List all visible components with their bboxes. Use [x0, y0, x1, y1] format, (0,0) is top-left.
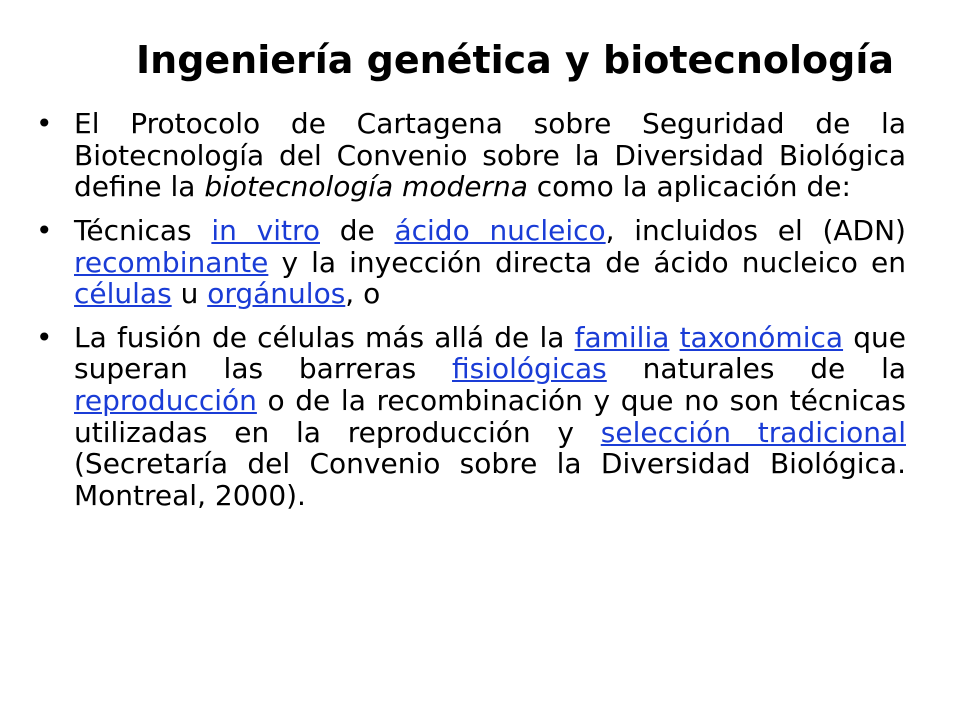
bullet-text: (Secretaría del Convenio sobre la Diversidad Biológica. Montreal, 2000).	[74, 447, 906, 512]
bullet-text: de	[320, 213, 395, 247]
bullet-text: y la inyección directa de ácido nucleico en	[268, 245, 906, 279]
bullet-dot-icon: •	[36, 107, 53, 140]
link-reproduccion[interactable]: reproducción	[74, 384, 257, 417]
bullet-text: o de la recombinación y que no son técnicas utilizadas en la reproducción y	[74, 384, 906, 449]
bullet-item	[36, 215, 906, 310]
bullet-dot-icon: •	[36, 320, 53, 354]
bullet-text: La fusión de células más allá de la	[74, 320, 575, 354]
emphasis-text: biotecnología moderna	[204, 170, 528, 204]
link-recombinante[interactable]: recombinante	[74, 245, 269, 279]
bullet-text: El Protocolo de Cartagena sobre Seguridad de la Biotecnología del Convenio sobre la Diversidad Biológica define la	[74, 107, 906, 204]
bullet-dot-icon: •	[36, 213, 53, 247]
bullet-text: Técnicas	[74, 213, 212, 247]
link-celulas[interactable]: células	[74, 277, 172, 311]
link-fisiologicas[interactable]: fisiológicas	[452, 352, 607, 386]
bullet-text	[669, 321, 679, 354]
link-familia[interactable]: familia	[574, 320, 670, 354]
link-acido-nucleico[interactable]: ácido nucleico	[394, 213, 606, 247]
slide-body	[36, 108, 906, 524]
link-organulos[interactable]: orgánulos	[207, 277, 346, 311]
bullet-text: que superan las barreras	[74, 320, 906, 386]
link-taxonomica[interactable]: taxonómica	[679, 320, 844, 354]
bullet-item	[36, 322, 906, 512]
bullet-text: , incluidos el (ADN)	[605, 213, 906, 247]
link-seleccion-tradicional[interactable]: selección tradicional	[600, 415, 906, 449]
bullet-text: , o	[345, 277, 381, 311]
bullet-item	[36, 108, 906, 203]
bullet-text: naturales de la	[606, 352, 907, 386]
slide-title: Ingeniería genética y biotecnología	[136, 38, 894, 82]
bullet-text: u	[171, 277, 208, 311]
bullet-text: como la aplicación de:	[527, 170, 851, 204]
link-in-vitro[interactable]: in vitro	[211, 213, 320, 247]
